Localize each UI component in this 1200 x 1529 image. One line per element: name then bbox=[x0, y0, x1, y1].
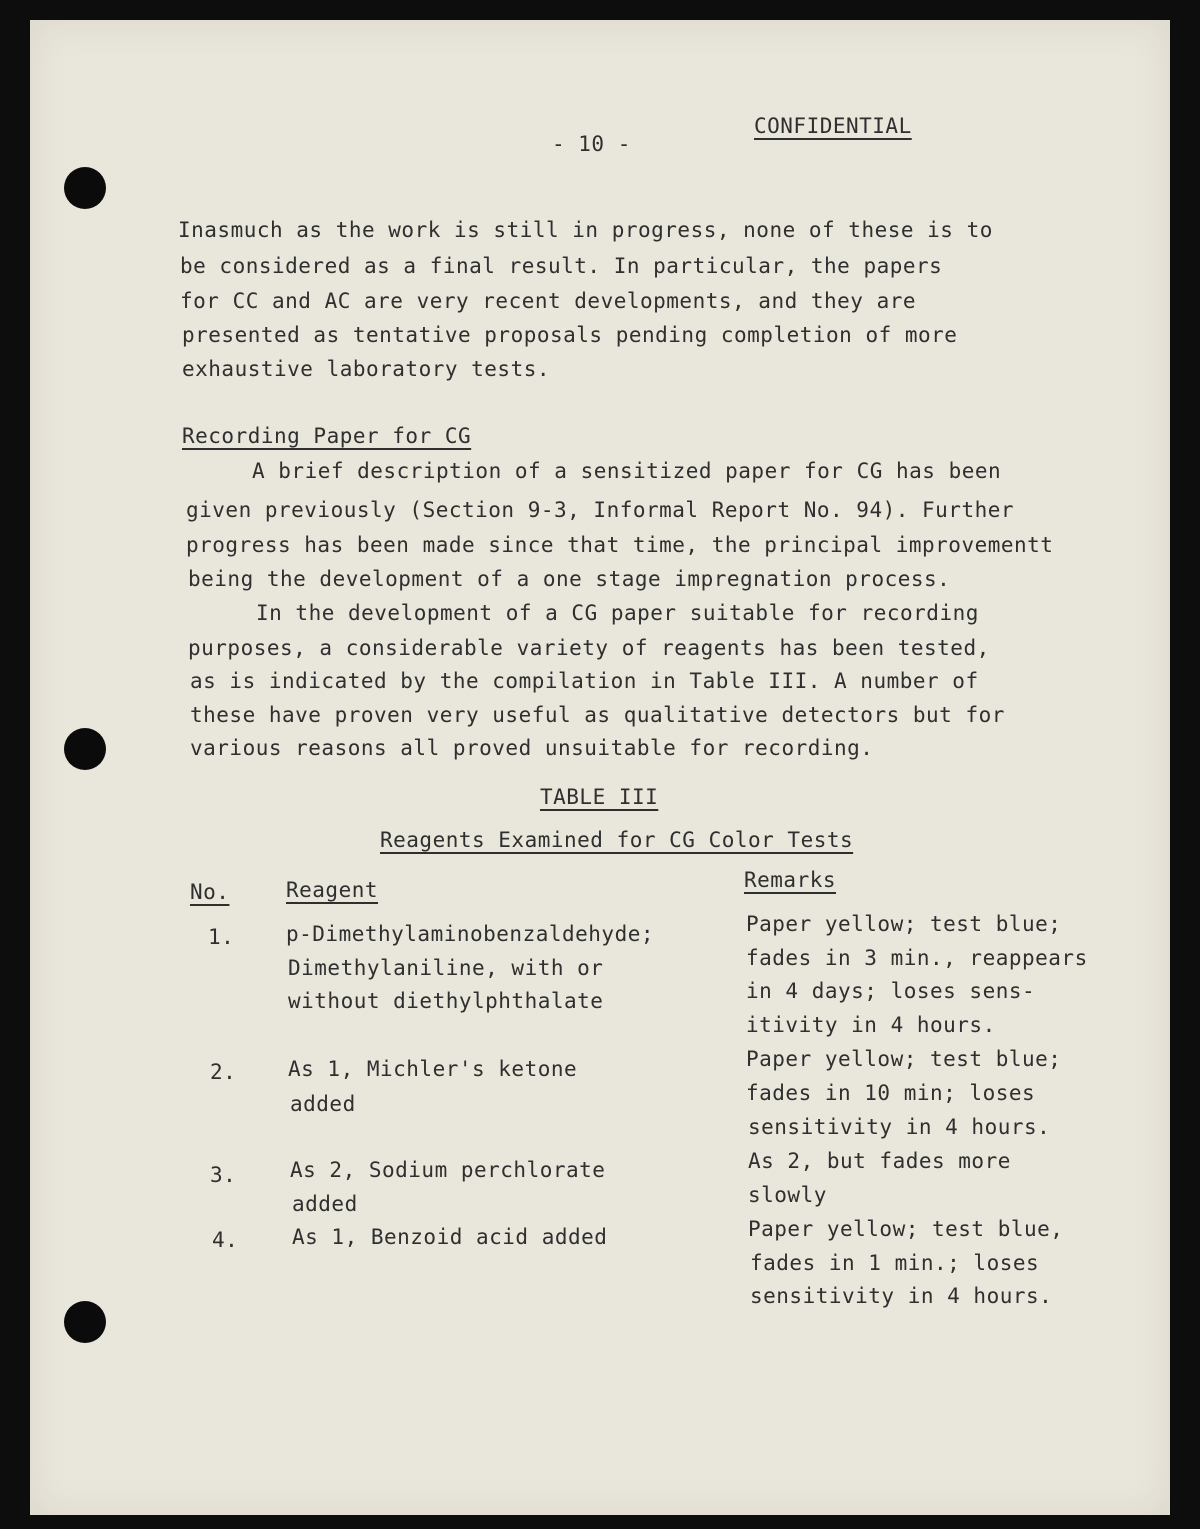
table-subtitle: Reagents Examined for CG Color Tests bbox=[380, 828, 854, 852]
intro-line: be considered as a final result. In particular, the papers bbox=[180, 254, 943, 278]
paragraph-2-line: these have proven very useful as qualitative detectors but for bbox=[190, 703, 1005, 727]
remarks-line: fades in 1 min.; loses bbox=[750, 1251, 1040, 1275]
classification-label: CONFIDENTIAL bbox=[754, 114, 912, 138]
row-number: 1. bbox=[208, 925, 235, 949]
reagent-line: As 1, Michler's ketone bbox=[288, 1057, 578, 1081]
remarks-line: slowly bbox=[748, 1183, 827, 1207]
document-page bbox=[30, 20, 1170, 1515]
table-header-remarks: Remarks bbox=[744, 868, 837, 892]
row-number: 2. bbox=[210, 1060, 237, 1084]
remarks-line: sensitivity in 4 hours. bbox=[748, 1115, 1051, 1139]
row-number: 3. bbox=[210, 1163, 237, 1187]
binder-hole-middle bbox=[64, 728, 106, 770]
remarks-line: in 4 days; loses sens- bbox=[746, 979, 1036, 1003]
section-heading: Recording Paper for CG bbox=[182, 424, 472, 448]
table-title: TABLE III bbox=[540, 785, 659, 809]
remarks-line: Paper yellow; test blue, bbox=[748, 1217, 1064, 1241]
paragraph-2-line: various reasons all proved unsuitable for recording. bbox=[190, 736, 874, 760]
remarks-line: Paper yellow; test blue; bbox=[746, 912, 1062, 936]
reagent-line: p-Dimethylaminobenzaldehyde; bbox=[286, 922, 655, 946]
remarks-line: sensitivity in 4 hours. bbox=[750, 1284, 1053, 1308]
reagent-line: As 2, Sodium perchlorate bbox=[290, 1158, 606, 1182]
intro-line: Inasmuch as the work is still in progress, none of these is to bbox=[178, 218, 993, 242]
paragraph-1-line: progress has been made since that time, the principal improvementt bbox=[186, 533, 1054, 557]
paragraph-2-line: purposes, a considerable variety of reagents has been tested, bbox=[188, 636, 990, 660]
paragraph-1-line: A brief description of a sensitized paper for CG has been bbox=[252, 459, 1002, 483]
row-number: 4. bbox=[212, 1228, 239, 1252]
remarks-line: fades in 3 min., reappears bbox=[746, 946, 1088, 970]
paragraph-2-line: In the development of a CG paper suitable for recording bbox=[256, 601, 979, 625]
binder-hole-bottom bbox=[64, 1301, 106, 1343]
paragraph-1-line: given previously (Section 9-3, Informal Report No. 94). Further bbox=[186, 498, 1015, 522]
intro-line: presented as tentative proposals pending completion of more bbox=[182, 323, 958, 347]
remarks-line: itivity in 4 hours. bbox=[746, 1013, 996, 1037]
paragraph-2-line: as is indicated by the compilation in Table III. A number of bbox=[190, 669, 979, 693]
reagent-line: added bbox=[292, 1192, 358, 1216]
intro-line: exhaustive laboratory tests. bbox=[182, 357, 551, 381]
reagent-line: As 1, Benzoid acid added bbox=[292, 1225, 608, 1249]
table-header-no: No. bbox=[190, 880, 230, 904]
intro-line: for CC and AC are very recent developments, and they are bbox=[180, 289, 917, 313]
reagent-line: added bbox=[290, 1092, 356, 1116]
reagent-line: Dimethylaniline, with or bbox=[288, 956, 604, 980]
remarks-line: fades in 10 min; loses bbox=[746, 1081, 1036, 1105]
binder-hole-top bbox=[64, 167, 106, 209]
remarks-line: As 2, but fades more bbox=[748, 1149, 1011, 1173]
paragraph-1-line: being the development of a one stage impregnation process. bbox=[188, 567, 951, 591]
table-header-reagent: Reagent bbox=[286, 878, 379, 902]
page-number: - 10 - bbox=[552, 132, 631, 156]
reagent-line: without diethylphthalate bbox=[288, 989, 604, 1013]
remarks-line: Paper yellow; test blue; bbox=[746, 1047, 1062, 1071]
